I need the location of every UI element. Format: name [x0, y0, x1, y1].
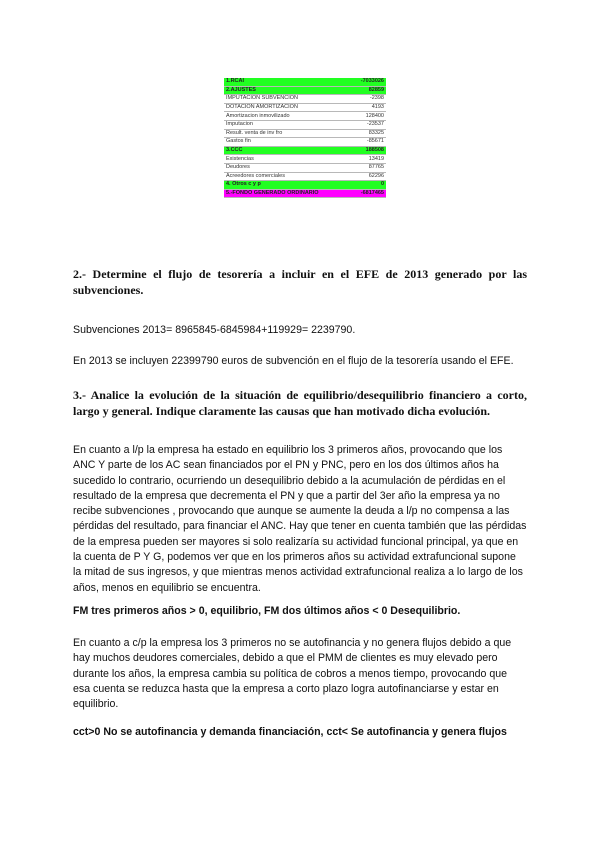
row-label: IMPUTACION SUBVENCION — [224, 95, 350, 104]
table-row — [224, 138, 386, 147]
row-label: 2.AJUSTES — [224, 86, 350, 95]
row-value: -85671 — [350, 138, 386, 147]
table-row — [224, 112, 386, 121]
row-value: -7033026 — [350, 78, 386, 86]
question-3-heading: 3.- Analice la evolución de la situación de equilibrio/desequilibrio financiero a corto, largo y general. Indique claramente las causas que han motivado dicha evolución. — [73, 388, 527, 418]
table-row — [224, 189, 386, 198]
table-row — [224, 155, 386, 164]
table-row — [224, 163, 386, 172]
row-label: Acreedores comerciales — [224, 172, 350, 181]
table-row — [224, 103, 386, 112]
row-label: Gastos fin — [224, 138, 350, 147]
row-value: 87765 — [350, 163, 386, 172]
row-value: 188508 — [350, 146, 386, 155]
table-row — [224, 78, 386, 86]
table-row — [224, 120, 386, 129]
row-label: DOTACION AMORTIZACION — [224, 103, 350, 112]
table-row — [224, 86, 386, 95]
row-value: -23537 — [350, 120, 386, 129]
row-value: 4193 — [350, 103, 386, 112]
q3-long-term-paragraph: En cuanto a l/p la empresa ha estado en equilibrio los 3 primeros años, provocando que los ANC Y parte de los AC sean financiados por el PN y PNC, pero en los dos últimos años ha sucedido lo contrario, ocurriendo un desequilibrio debido a la acumulación de pérdidas en el resultado de la empresa que decrementa el PN y que a partir del 3er año la empresa ya no recibe subvenciones , provocando que aunque se aumente la deuda a l/p no compensa a las pérdidas del resultado, para financiar el ANC. Hay que tener en cuenta también que las pérdidas de la empresa pueden ser mayores si solo realizaría su actividad funcional principal, ya que en la cuenta de P Y G, podemos ver que en los primeros años su actividad extrafuncional supone la mitad de sus ingresos, y que mientras menos actividad extrafuncional realiza a lo largo de los años, menos en equilibrio se encuentra. — [73, 444, 527, 594]
table-row — [224, 181, 386, 190]
row-label: Deudores — [224, 163, 350, 172]
row-value: 83325 — [350, 129, 386, 138]
row-label: Existencias — [224, 155, 350, 164]
q2-answer: En 2013 se incluyen 22399790 euros de subvención en el flujo de la tesorería usando el EFE. — [73, 355, 514, 367]
row-label: Amortizacion inmovilizado — [224, 112, 350, 121]
q2-calculation: Subvenciones 2013= 8965845-6845984+119929= 2239790. — [73, 324, 356, 336]
row-label: 4. Otros c y p — [224, 181, 350, 190]
table-row — [224, 146, 386, 155]
row-label: Result. venta de inv fro — [224, 129, 350, 138]
cash-flow-table — [224, 78, 386, 198]
q3-long-term-summary: FM tres primeros años > 0, equilibrio, FM dos últimos años < 0 Desequilibrio. — [73, 605, 461, 617]
row-label: 3.CCC — [224, 146, 350, 155]
table-row — [224, 95, 386, 104]
q3-short-term-summary: cct>0 No se autofinancia y demanda financiación, cct< Se autofinancia y genera flujos — [73, 726, 507, 738]
row-value: 0 — [350, 181, 386, 190]
table-row — [224, 129, 386, 138]
row-value: -2398 — [350, 95, 386, 104]
row-value: 13419 — [350, 155, 386, 164]
row-value: 62296 — [350, 172, 386, 181]
row-label: Imputacion — [224, 120, 350, 129]
q3-short-term-paragraph: En cuanto a c/p la empresa los 3 primeros no se autofinancia y no genera flujos debido a que hay muchos deudores comerciales, debido a que el PMM de clientes es muy elevado pero durante los años, la empresa cambia su política de cobros a menos tiempo, provocando que esa cuenta se reduzca hasta que la empresa a corto plazo logra autofinanciarse y estar en equilibrio. — [73, 637, 512, 711]
row-label: 5.-FONDO GENERADO ORDINARIO — [224, 189, 350, 198]
row-label: 1.RCAI — [224, 78, 350, 86]
question-2-heading: 2.- Determine el flujo de tesorería a incluir en el EFE de 2013 generado por las subvenciones. — [73, 267, 527, 297]
row-value: -6817465 — [350, 189, 386, 198]
row-value: 82859 — [350, 86, 386, 95]
table-row — [224, 172, 386, 181]
row-value: 128400 — [350, 112, 386, 121]
